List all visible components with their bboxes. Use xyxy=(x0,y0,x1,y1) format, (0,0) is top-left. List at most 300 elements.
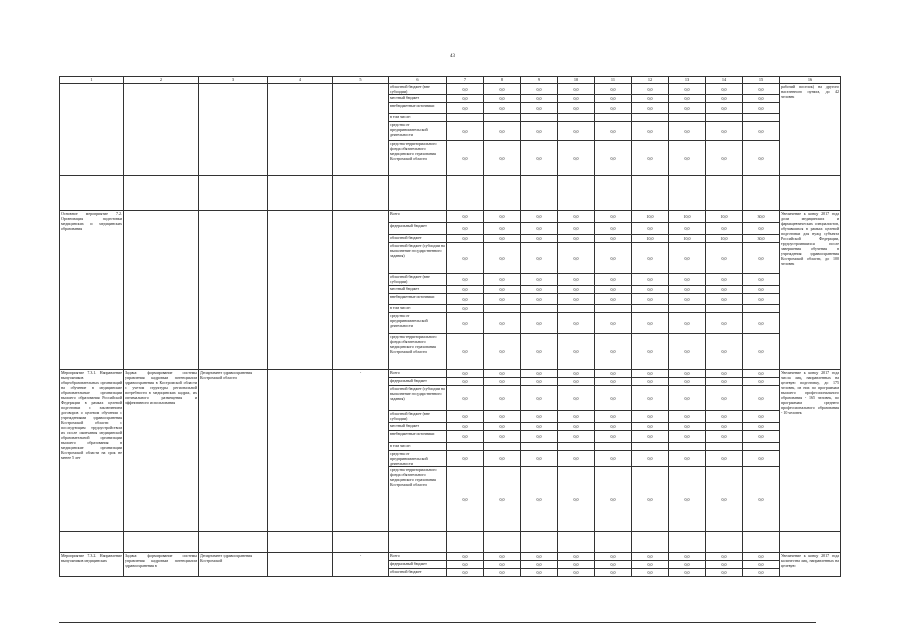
spacer-cell xyxy=(706,176,743,211)
amount-cell: 0,0 xyxy=(447,141,484,176)
program-table xyxy=(59,76,841,577)
amount-cell: 0,0 xyxy=(706,243,743,274)
column-header: 10 xyxy=(558,77,595,84)
executor-cell xyxy=(199,211,268,370)
column-5-cell xyxy=(333,84,389,176)
amount-cell: 0,0 xyxy=(595,561,632,569)
column-header: 13 xyxy=(669,77,706,84)
task-cell: Задача: формирование системы управления кадровым потенциалом здравоохранения в Костромской области с учетом структуры региональной потребности в медицинских кадрах, их оптимального размещения и эффективного использования xyxy=(124,370,199,532)
column-5-cell xyxy=(333,211,389,370)
amount-cell: 0,0 xyxy=(632,84,669,95)
amount-cell: 0,0 xyxy=(632,103,669,114)
amount-cell: 0,0 xyxy=(521,286,558,294)
spacer-cell xyxy=(706,532,743,553)
amount-cell: 0,0 xyxy=(558,370,595,378)
spacer-cell xyxy=(484,532,521,553)
amount-cell: 0,0 xyxy=(706,274,743,286)
funding-source-cell: внебюджетные источники xyxy=(389,294,447,305)
amount-cell: 0,0 xyxy=(595,553,632,561)
amount-cell: 0,0 xyxy=(669,313,706,334)
amount-cell: 0,0 xyxy=(743,569,780,577)
funding-source-cell: федеральный бюджет xyxy=(389,378,447,386)
amount-cell: 0,0 xyxy=(521,386,558,411)
table-row xyxy=(60,370,841,378)
amount-cell: 0,0 xyxy=(632,370,669,378)
amount-cell: 0,0 xyxy=(447,411,484,423)
amount-cell: 0,0 xyxy=(595,122,632,141)
spacer-cell xyxy=(60,176,124,211)
expected-result-cell: Увеличение к концу 2017 года числа лиц, направленных на целевую подготовку, до 175 человек, из них по программам высшего профессионального образования - 165 человек, по программам среднего профессионального образования - 10 человек xyxy=(780,370,841,532)
spacer-cell xyxy=(268,532,333,553)
amount-cell: 0,0 xyxy=(595,95,632,103)
column-5-cell: - xyxy=(333,370,389,532)
funding-source-cell: местный бюджет xyxy=(389,423,447,431)
column-header: 14 xyxy=(706,77,743,84)
amount-cell: 0,0 xyxy=(521,243,558,274)
amount-cell: 0,0 xyxy=(669,569,706,577)
amount-cell: 0,0 xyxy=(669,423,706,431)
amount-cell: 0,0 xyxy=(743,313,780,334)
amount-cell: 10,0 xyxy=(669,211,706,223)
amount-cell: 0,0 xyxy=(521,274,558,286)
spacer-cell xyxy=(333,176,389,211)
funding-source-cell: местный бюджет xyxy=(389,286,447,294)
spacer-cell xyxy=(595,532,632,553)
measure-name-cell xyxy=(60,84,124,176)
amount-cell: 0,0 xyxy=(484,243,521,274)
amount-cell: 0,0 xyxy=(595,243,632,274)
spacer-cell xyxy=(743,532,780,553)
amount-cell: 0,0 xyxy=(743,431,780,443)
column-header: 11 xyxy=(595,77,632,84)
amount-cell: 0,0 xyxy=(669,411,706,423)
column-header: 8 xyxy=(484,77,521,84)
amount-cell: 0,0 xyxy=(484,467,521,532)
funding-source-cell: Всего xyxy=(389,553,447,561)
funding-source-cell: областной бюджет (вне субсидии) xyxy=(389,84,447,95)
amount-cell: 0,0 xyxy=(743,243,780,274)
amount-cell: 0,0 xyxy=(706,370,743,378)
amount-cell: 0,0 xyxy=(521,211,558,223)
column-header: 7 xyxy=(447,77,484,84)
amount-cell: 0,0 xyxy=(632,451,669,467)
amount-cell: 0,0 xyxy=(595,370,632,378)
amount-cell xyxy=(484,443,521,451)
amount-cell: 0,0 xyxy=(484,561,521,569)
amount-cell: 0,0 xyxy=(521,334,558,370)
table-row xyxy=(60,211,841,223)
amount-cell xyxy=(669,114,706,122)
amount-cell: 0,0 xyxy=(669,378,706,386)
amount-cell: 0,0 xyxy=(706,84,743,95)
amount-cell: 0,0 xyxy=(706,569,743,577)
amount-cell xyxy=(632,443,669,451)
amount-cell: 0,0 xyxy=(484,386,521,411)
page-number: 43 xyxy=(450,54,455,59)
amount-cell: 0,0 xyxy=(484,286,521,294)
amount-cell: 0,0 xyxy=(484,411,521,423)
amount-cell: 0,0 xyxy=(706,286,743,294)
amount-cell: 0,0 xyxy=(447,235,484,243)
amount-cell: 0,0 xyxy=(743,423,780,431)
column-4-cell xyxy=(268,553,333,577)
amount-cell xyxy=(521,443,558,451)
amount-cell: 10,0 xyxy=(632,235,669,243)
amount-cell: 0,0 xyxy=(706,313,743,334)
measure-name-cell: Основное мероприятие 7.2. Организация подготовки медицинских и медицинских образования xyxy=(60,211,124,370)
amount-cell: 0,0 xyxy=(447,378,484,386)
amount-cell xyxy=(595,443,632,451)
spacer-cell xyxy=(124,532,199,553)
program-table-sheet xyxy=(59,76,839,623)
table-row xyxy=(60,553,841,561)
amount-cell: 0,0 xyxy=(521,411,558,423)
measure-name-cell: Мероприятие 7.3.2. Направление выпускников медицинских xyxy=(60,553,124,577)
amount-cell: 0,0 xyxy=(595,378,632,386)
amount-cell: 0,0 xyxy=(558,211,595,223)
amount-cell xyxy=(484,114,521,122)
amount-cell: 0,0 xyxy=(632,95,669,103)
amount-cell: 0,0 xyxy=(595,286,632,294)
amount-cell xyxy=(595,114,632,122)
amount-cell: 0,0 xyxy=(743,334,780,370)
amount-cell xyxy=(632,305,669,313)
amount-cell: 0,0 xyxy=(632,286,669,294)
amount-cell: 0,0 xyxy=(632,378,669,386)
amount-cell: 0,0 xyxy=(743,286,780,294)
amount-cell: 0,0 xyxy=(743,223,780,235)
funding-source-cell: средства территориального фонда обязательного медицинского страхования Костромской области xyxy=(389,141,447,176)
amount-cell: 0,0 xyxy=(484,451,521,467)
spacer-cell xyxy=(558,176,595,211)
amount-cell: 0,0 xyxy=(447,274,484,286)
amount-cell: 0,0 xyxy=(484,235,521,243)
funding-source-cell: в том числе: xyxy=(389,114,447,122)
amount-cell: 0,0 xyxy=(447,569,484,577)
header-row xyxy=(60,77,841,84)
amount-cell xyxy=(521,114,558,122)
amount-cell: 0,0 xyxy=(558,286,595,294)
amount-cell: 0,0 xyxy=(447,553,484,561)
amount-cell: 0,0 xyxy=(447,294,484,305)
amount-cell xyxy=(706,305,743,313)
amount-cell: 0,0 xyxy=(595,313,632,334)
spacer-row xyxy=(60,176,841,211)
amount-cell: 0,0 xyxy=(706,378,743,386)
funding-source-cell: средства территориального фонда обязательного медицинского страхования Костромской области xyxy=(389,334,447,370)
amount-cell: 0,0 xyxy=(558,467,595,532)
funding-source-cell: средства от предпринимательской деятельности xyxy=(389,122,447,141)
spacer-cell xyxy=(632,532,669,553)
amount-cell: 0,0 xyxy=(743,411,780,423)
amount-cell: 0,0 xyxy=(521,451,558,467)
spacer-cell xyxy=(447,532,484,553)
amount-cell: 0,0 xyxy=(558,386,595,411)
spacer-cell xyxy=(268,176,333,211)
spacer-cell xyxy=(780,176,841,211)
amount-cell: 0,0 xyxy=(632,411,669,423)
amount-cell: 0,0 xyxy=(447,243,484,274)
expected-result-cell: Увеличение к концу 2017 года количества лиц, направленных на целевую xyxy=(780,553,841,577)
amount-cell: 0,0 xyxy=(558,569,595,577)
column-header: 3 xyxy=(199,77,268,84)
funding-source-cell: областной бюджет xyxy=(389,569,447,577)
amount-cell: 0,0 xyxy=(595,211,632,223)
funding-source-cell: в том числе: xyxy=(389,443,447,451)
amount-cell: 0,0 xyxy=(447,305,484,313)
amount-cell: 0,0 xyxy=(743,95,780,103)
amount-cell: 0,0 xyxy=(669,553,706,561)
amount-cell: 0,0 xyxy=(447,211,484,223)
amount-cell: 0,0 xyxy=(669,95,706,103)
amount-cell: 0,0 xyxy=(632,122,669,141)
amount-cell: 0,0 xyxy=(558,141,595,176)
funding-source-cell: федеральный бюджет xyxy=(389,223,447,235)
spacer-cell xyxy=(199,176,268,211)
column-4-cell xyxy=(268,370,333,532)
amount-cell: 0,0 xyxy=(558,243,595,274)
amount-cell: 0,0 xyxy=(706,411,743,423)
column-header: 16 xyxy=(780,77,841,84)
amount-cell: 0,0 xyxy=(521,103,558,114)
amount-cell xyxy=(447,114,484,122)
amount-cell: 0,0 xyxy=(484,294,521,305)
amount-cell: 0,0 xyxy=(447,334,484,370)
spacer-cell xyxy=(447,176,484,211)
amount-cell: 0,0 xyxy=(743,378,780,386)
amount-cell: 10,0 xyxy=(706,211,743,223)
amount-cell: 0,0 xyxy=(521,423,558,431)
amount-cell: 0,0 xyxy=(706,467,743,532)
amount-cell: 0,0 xyxy=(595,569,632,577)
amount-cell: 0,0 xyxy=(521,467,558,532)
amount-cell: 0,0 xyxy=(632,561,669,569)
amount-cell: 0,0 xyxy=(484,370,521,378)
amount-cell: 0,0 xyxy=(447,423,484,431)
amount-cell: 0,0 xyxy=(595,235,632,243)
amount-cell: 0,0 xyxy=(558,235,595,243)
amount-cell: 0,0 xyxy=(558,378,595,386)
amount-cell: 10,0 xyxy=(669,235,706,243)
amount-cell: 0,0 xyxy=(669,243,706,274)
funding-source-cell: в том числе: xyxy=(389,305,447,313)
amount-cell: 0,0 xyxy=(706,95,743,103)
amount-cell: 0,0 xyxy=(706,223,743,235)
amount-cell: 0,0 xyxy=(447,122,484,141)
amount-cell xyxy=(632,114,669,122)
funding-source-cell: Всего xyxy=(389,370,447,378)
amount-cell: 30,0 xyxy=(743,211,780,223)
amount-cell: 0,0 xyxy=(595,141,632,176)
amount-cell: 0,0 xyxy=(743,561,780,569)
funding-source-cell: средства от предпринимательской деятельности xyxy=(389,313,447,334)
amount-cell: 0,0 xyxy=(521,553,558,561)
column-header: 12 xyxy=(632,77,669,84)
amount-cell: 0,0 xyxy=(558,451,595,467)
amount-cell: 0,0 xyxy=(669,386,706,411)
amount-cell: 0,0 xyxy=(669,141,706,176)
amount-cell: 0,0 xyxy=(706,423,743,431)
task-cell xyxy=(124,84,199,176)
amount-cell: 0,0 xyxy=(595,451,632,467)
amount-cell: 0,0 xyxy=(669,84,706,95)
amount-cell: 0,0 xyxy=(447,561,484,569)
amount-cell: 0,0 xyxy=(632,141,669,176)
amount-cell: 0,0 xyxy=(743,467,780,532)
funding-source-cell: внебюджетные источники xyxy=(389,431,447,443)
amount-cell: 0,0 xyxy=(521,141,558,176)
spacer-cell xyxy=(124,176,199,211)
amount-cell: 0,0 xyxy=(632,386,669,411)
amount-cell: 0,0 xyxy=(706,122,743,141)
spacer-cell xyxy=(199,532,268,553)
amount-cell: 10,0 xyxy=(706,235,743,243)
column-header: 4 xyxy=(268,77,333,84)
funding-source-cell: средства территориального фонда обязательного медицинского страхования Костромской области xyxy=(389,467,447,532)
amount-cell: 0,0 xyxy=(669,467,706,532)
amount-cell: 0,0 xyxy=(632,294,669,305)
spacer-cell xyxy=(558,532,595,553)
amount-cell: 0,0 xyxy=(484,141,521,176)
amount-cell: 0,0 xyxy=(521,313,558,334)
amount-cell: 0,0 xyxy=(558,122,595,141)
amount-cell xyxy=(558,114,595,122)
amount-cell: 0,0 xyxy=(558,553,595,561)
funding-source-cell: областной бюджет (субсидии на выполнение государственного задания) xyxy=(389,243,447,274)
amount-cell: 0,0 xyxy=(595,294,632,305)
executor-cell: Департамент здравоохранения Костромской области xyxy=(199,370,268,532)
amount-cell: 0,0 xyxy=(632,243,669,274)
amount-cell: 0,0 xyxy=(558,561,595,569)
amount-cell xyxy=(447,443,484,451)
spacer-cell xyxy=(669,176,706,211)
funding-source-cell: местный бюджет xyxy=(389,95,447,103)
spacer-cell xyxy=(60,532,124,553)
amount-cell: 0,0 xyxy=(447,95,484,103)
amount-cell: 0,0 xyxy=(632,274,669,286)
amount-cell: 0,0 xyxy=(558,103,595,114)
spacer-cell xyxy=(521,176,558,211)
amount-cell: 0,0 xyxy=(743,370,780,378)
amount-cell: 0,0 xyxy=(484,334,521,370)
amount-cell: 0,0 xyxy=(484,274,521,286)
amount-cell: 0,0 xyxy=(484,84,521,95)
amount-cell: 0,0 xyxy=(484,211,521,223)
amount-cell: 0,0 xyxy=(706,451,743,467)
amount-cell: 0,0 xyxy=(632,223,669,235)
amount-cell: 0,0 xyxy=(484,553,521,561)
executor-cell xyxy=(199,84,268,176)
amount-cell: 0,0 xyxy=(706,386,743,411)
amount-cell: 0,0 xyxy=(447,370,484,378)
amount-cell: 0,0 xyxy=(484,569,521,577)
amount-cell: 0,0 xyxy=(447,313,484,334)
amount-cell: 0,0 xyxy=(743,122,780,141)
amount-cell: 0,0 xyxy=(669,286,706,294)
amount-cell: 0,0 xyxy=(447,223,484,235)
amount-cell: 0,0 xyxy=(521,235,558,243)
amount-cell: 0,0 xyxy=(447,431,484,443)
task-cell xyxy=(124,211,199,370)
amount-cell: 0,0 xyxy=(669,451,706,467)
amount-cell: 0,0 xyxy=(521,223,558,235)
funding-source-cell: областной бюджет xyxy=(389,235,447,243)
amount-cell: 0,0 xyxy=(706,553,743,561)
amount-cell: 0,0 xyxy=(558,274,595,286)
amount-cell xyxy=(706,114,743,122)
amount-cell: 0,0 xyxy=(558,294,595,305)
amount-cell: 0,0 xyxy=(595,334,632,370)
funding-source-cell: областной бюджет (вне субсидии) xyxy=(389,411,447,423)
column-header: 2 xyxy=(124,77,199,84)
amount-cell: 0,0 xyxy=(669,122,706,141)
amount-cell: 0,0 xyxy=(447,451,484,467)
amount-cell: 0,0 xyxy=(484,423,521,431)
amount-cell: 0,0 xyxy=(632,334,669,370)
amount-cell xyxy=(669,443,706,451)
amount-cell xyxy=(484,305,521,313)
amount-cell: 0,0 xyxy=(558,313,595,334)
amount-cell: 0,0 xyxy=(669,274,706,286)
amount-cell: 0,0 xyxy=(521,370,558,378)
amount-cell: 0,0 xyxy=(484,122,521,141)
amount-cell: 0,0 xyxy=(743,84,780,95)
task-cell: Задача: формирование системы управления кадровым потенциалом здравоохранения в xyxy=(124,553,199,577)
amount-cell: 0,0 xyxy=(558,431,595,443)
amount-cell: 0,0 xyxy=(706,334,743,370)
spacer-cell xyxy=(743,176,780,211)
measure-name-cell: Мероприятие 7.3.1. Направление выпускников общеобразовательных организаций на обучение в медицинские образовательные организации высшего образования Российской Федерации в рамках целевой подготовки с заключением договоров о целевом обучении с учреждениями здравоохранения Костромской области с последующим трудоустройством их после окончания медицинской образовательной организации высшего образования в медицинские организации Костромской области на срок не менее 5 лет xyxy=(60,370,124,532)
table-row xyxy=(60,84,841,95)
amount-cell: 0,0 xyxy=(521,95,558,103)
amount-cell: 0,0 xyxy=(558,95,595,103)
amount-cell: 0,0 xyxy=(595,431,632,443)
column-header: 1 xyxy=(60,77,124,84)
column-4-cell xyxy=(268,211,333,370)
amount-cell: 0,0 xyxy=(669,561,706,569)
funding-source-cell: областной бюджет (вне субсидии) xyxy=(389,274,447,286)
amount-cell: 0,0 xyxy=(595,423,632,431)
amount-cell: 0,0 xyxy=(447,467,484,532)
amount-cell: 0,0 xyxy=(595,274,632,286)
amount-cell: 0,0 xyxy=(484,378,521,386)
spacer-row xyxy=(60,532,841,553)
column-5-cell: - xyxy=(333,553,389,577)
amount-cell: 0,0 xyxy=(521,561,558,569)
spacer-cell xyxy=(389,176,447,211)
amount-cell: 0,0 xyxy=(521,294,558,305)
amount-cell: 0,0 xyxy=(521,569,558,577)
amount-cell: 0,0 xyxy=(558,423,595,431)
executor-cell: Департамент здравоохранения Костромской xyxy=(199,553,268,577)
amount-cell: 0,0 xyxy=(447,103,484,114)
amount-cell: 0,0 xyxy=(743,451,780,467)
amount-cell: 0,0 xyxy=(558,334,595,370)
amount-cell: 0,0 xyxy=(595,84,632,95)
column-4-cell xyxy=(268,84,333,176)
amount-cell: 0,0 xyxy=(484,95,521,103)
funding-source-cell: средства от предпринимательской деятельности xyxy=(389,451,447,467)
spacer-cell xyxy=(780,532,841,553)
column-header: 5 xyxy=(333,77,389,84)
amount-cell xyxy=(558,305,595,313)
amount-cell: 0,0 xyxy=(484,103,521,114)
spacer-cell xyxy=(389,532,447,553)
amount-cell xyxy=(743,443,780,451)
amount-cell: 0,0 xyxy=(632,423,669,431)
amount-cell: 0,0 xyxy=(669,431,706,443)
amount-cell xyxy=(743,305,780,313)
